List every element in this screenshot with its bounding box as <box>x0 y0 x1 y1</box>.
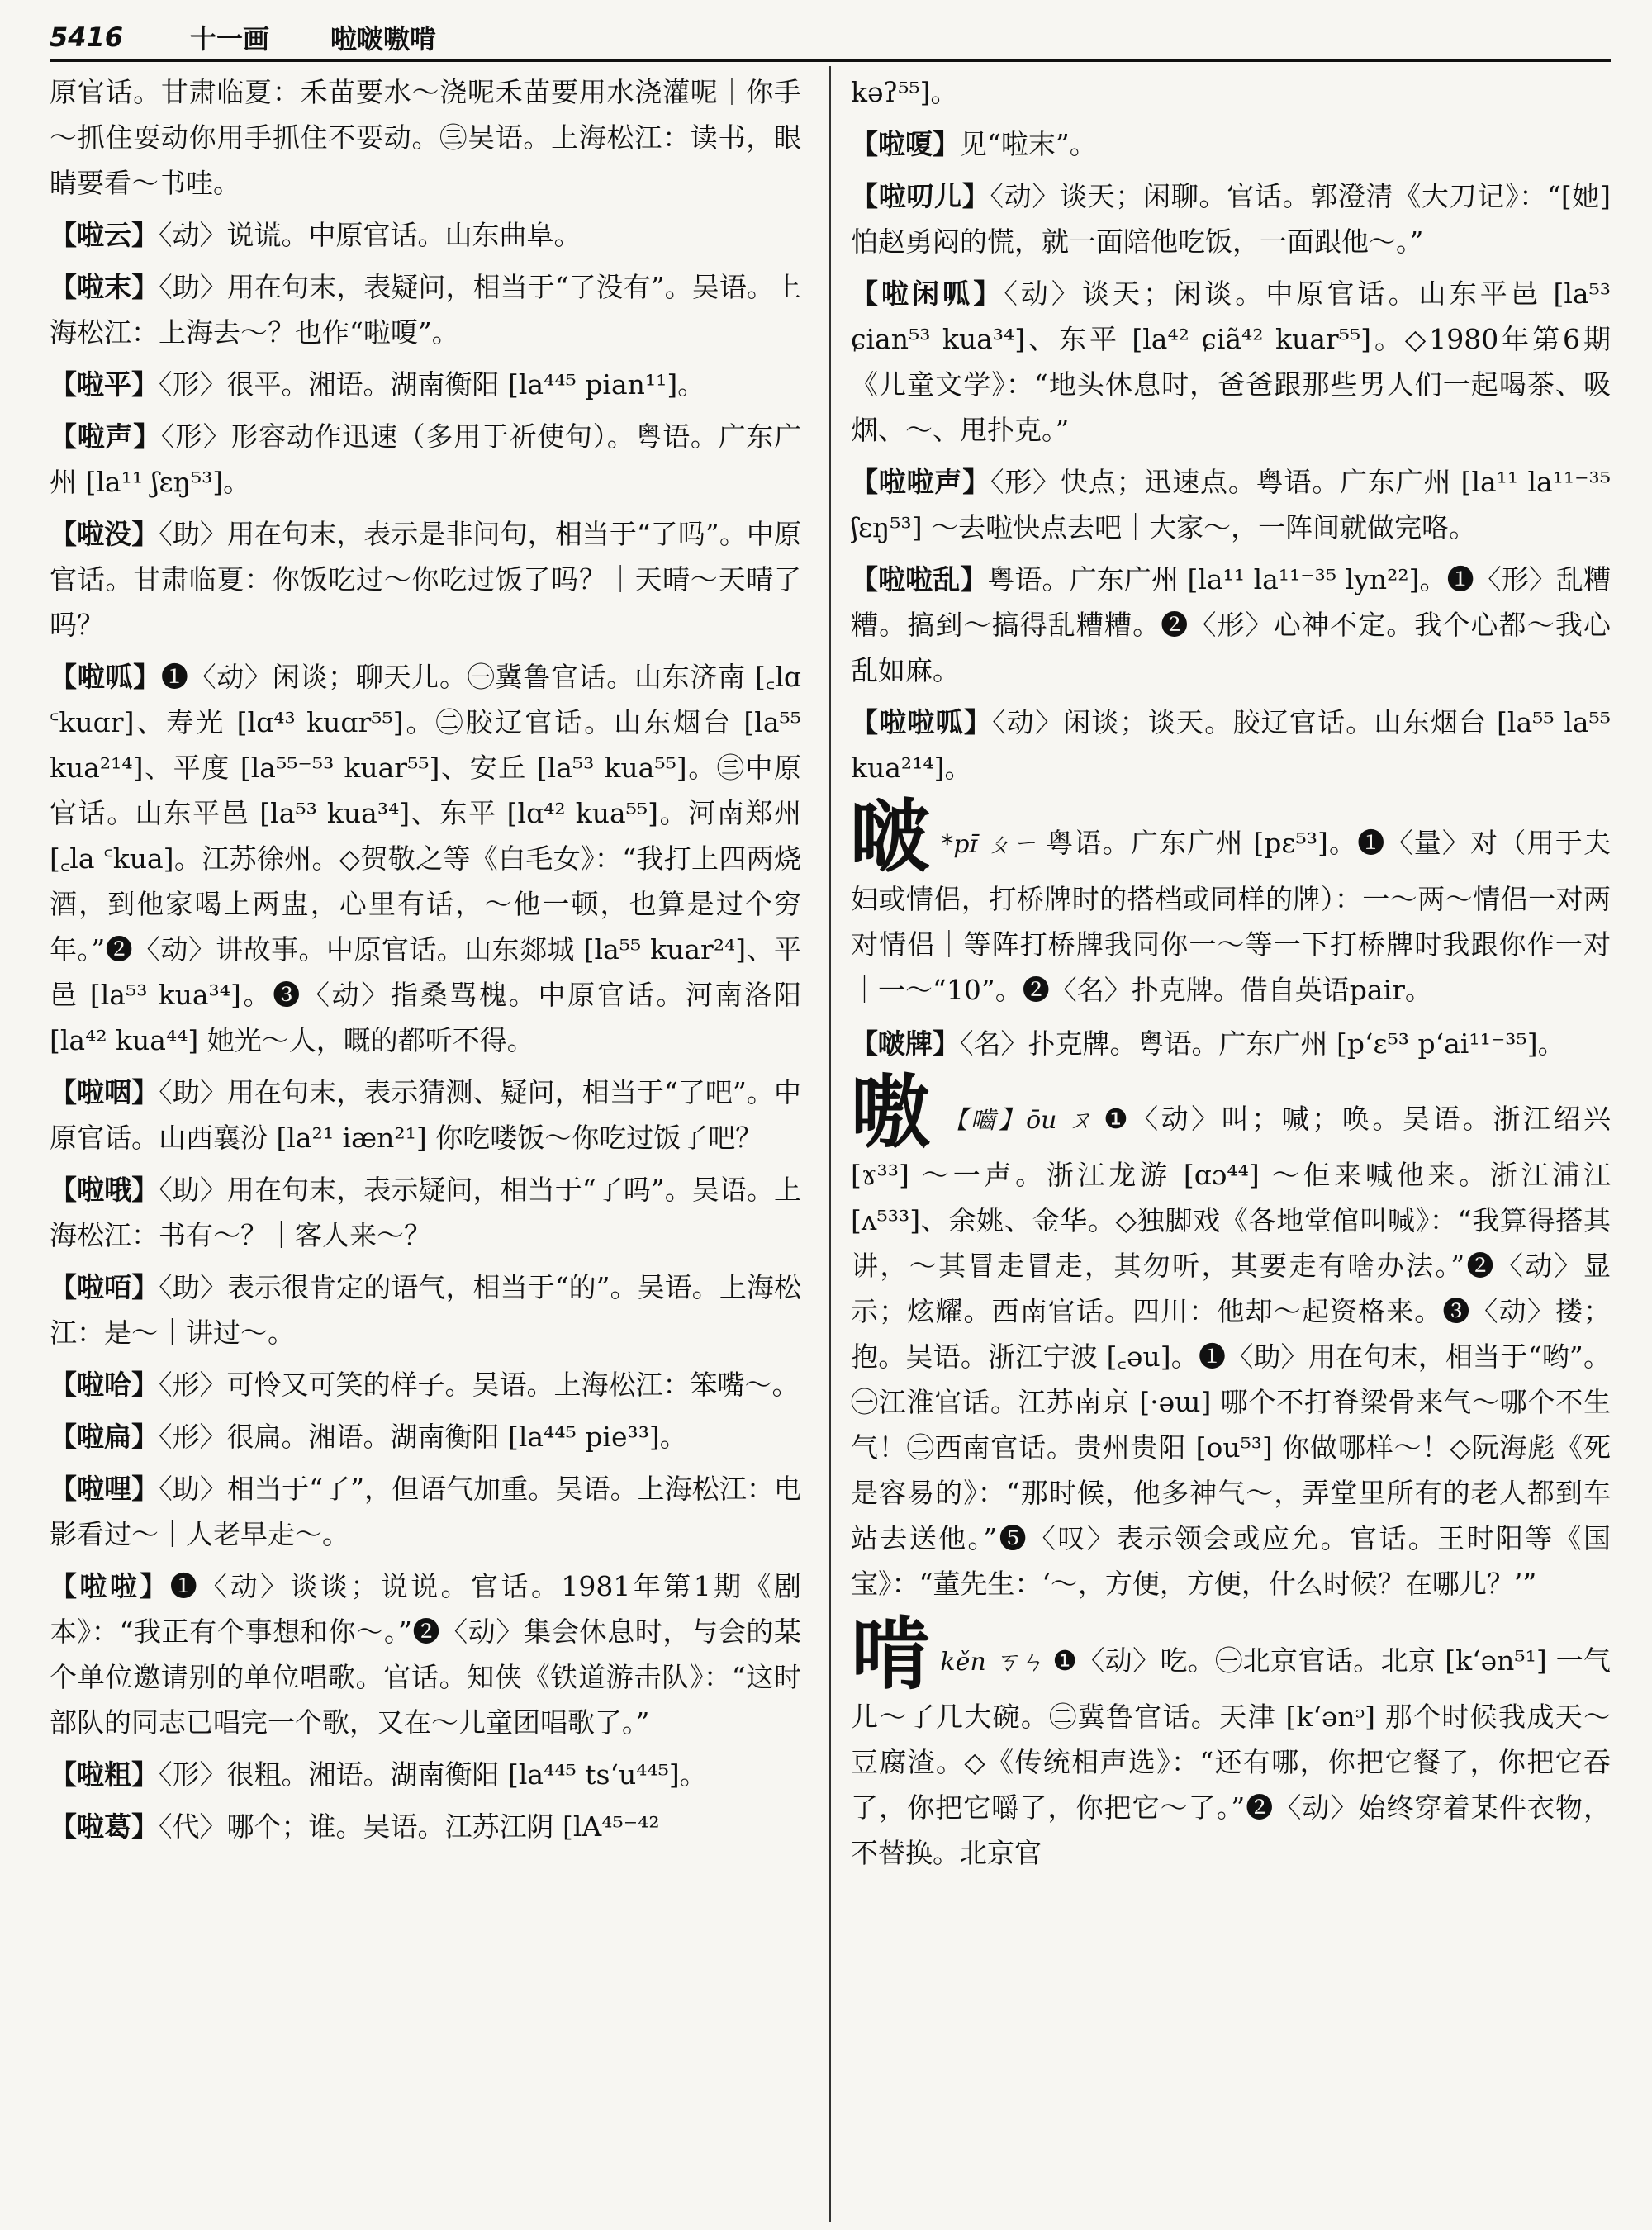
word-entry <box>50 1804 801 1849</box>
headword-pronunciation: *pɪ̄ ㄆㄧ <box>941 830 1038 859</box>
entry-definition: 〈动〉谈天；闲聊。官话。郭澄清《大刀记》：“[她]怕赵勇闷的慌，就一面陪他吃饭，一面跟他～。” <box>851 180 1611 258</box>
entry-headword: 【啦葛】 <box>50 1810 159 1843</box>
continued-entry <box>50 69 801 206</box>
headword-character: 嗷 <box>851 1065 933 1159</box>
left-column <box>50 69 801 2217</box>
header-characters: 啦啵嗷啃 <box>330 23 437 55</box>
entry-definition: 〈助〉表示很肯定的语气，相当于“的”。吴语。上海松江：是～｜讲过～。 <box>50 1271 801 1349</box>
entry-definition: ❶〈动〉吃。㊀北京官话。北京 [kʻən⁵¹] 一气儿～了几大碗。㊁冀鲁官话。天津 [kʻənᵓ] 那个时候我成天～豆腐渣。◇《传统相声选》：“还有哪，你把它餐了，你把它吞了，你把它嚼了，你把它～了。”❷〈动〉始终穿着某件衣物，不替换。北京官 <box>851 1644 1611 1869</box>
character-entry <box>851 1065 1611 1606</box>
entry-definition: kəʔ⁵⁵]。 <box>851 76 958 108</box>
entry-headword: 【啦云】 <box>50 219 159 251</box>
entry-definition: 〈助〉用在句末，表示是非问句，相当于“了吗”。中原官话。甘肃临夏：你饭吃过～你吃过饭了吗？｜天晴～天晴了吗？ <box>50 518 801 641</box>
entry-headword: 【啦嗄】 <box>851 128 960 160</box>
word-entry <box>50 1752 801 1797</box>
entry-definition: 〈代〉哪个；谁。吴语。江苏江阴 [lA⁴⁵⁻⁴² <box>159 1810 660 1843</box>
entry-headword: 【啦叨儿】 <box>851 180 990 212</box>
entry-headword: 【啦哈】 <box>50 1369 159 1401</box>
entry-definition: 见“啦末”。 <box>960 128 1097 160</box>
word-entry <box>50 1167 801 1258</box>
page-header <box>50 18 1611 56</box>
entry-definition: 〈形〉很粗。湘语。湖南衡阳 [la⁴⁴⁵ tsʻu⁴⁴⁵]。 <box>159 1758 707 1791</box>
page-number: 5416 <box>50 21 124 53</box>
entry-definition: ❶〈动〉叫；喊；唤。吴语。浙江绍兴 [ɤ³³] ～一声。浙江龙游 [ɑɔ⁴⁴] ～佢来喊他来。浙江浦江 [ʌ⁵³³]、余姚、金华。◇独脚戏《各地堂倌叫喊》：“我算得搭其讲，～其冒走冒走，其勿听，其要走有啥办法。”❷〈动〉显示；炫耀。西南官话。四川：他却～起资格来。❸〈动〉搂；抱。吴语。浙江宁波 [꜀əu]。❶〈助〉用在句末，相当于“哟”。㊀江淮官话。江苏南京 [·əɯ] 哪个不打脊梁骨来气～哪个不生气！㊁西南官话。贵州贵阳 [ou⁵³] 你做哪样～！◇阮海彪《死是容易的》：“那时候，他多神气～，弄堂里所有的老人都到车站去送他。”❺〈叹〉表示领会或应允。官话。王时阳等《国宝》：“董先生：‘～，方便，方便，什么时候？在哪儿？’” <box>851 1103 1611 1600</box>
entry-definition: 〈助〉用在句末，表示猜测、疑问，相当于“了吧”。中原官话。山西襄汾 [la²¹ iæn²¹] 你吃喽饭～你吃过饭了吧？ <box>50 1076 801 1154</box>
character-entry <box>851 790 1611 1013</box>
stroke-section: 十一画 <box>190 23 270 55</box>
entry-headword: 【啵牌】 <box>851 1027 960 1060</box>
entry-definition: 粤语。广东广州 [la¹¹ la¹¹⁻³⁵ lyn²²]。❶〈形〉乱糟糟。搞到～搞得乱糟糟。❷〈形〉心神不定。我个心都～我心乱如麻。 <box>851 563 1611 686</box>
right-column <box>851 69 1611 2217</box>
headword-pronunciation: 【嚙】ōu ㄡ <box>942 1106 1096 1135</box>
word-entry <box>50 414 801 505</box>
word-entry <box>50 1264 801 1355</box>
word-entry <box>50 264 801 355</box>
word-entry <box>50 1070 801 1160</box>
headword-character: 啵 <box>851 790 932 883</box>
entry-definition: 〈形〉快点；迅速点。粤语。广东广州 [la¹¹ la¹¹⁻³⁵ ʃɛŋ⁵³] ～去啦快点去吧｜大家～，一阵间就做完咯。 <box>851 466 1611 543</box>
entry-headword: 【啦啦声】 <box>851 466 991 498</box>
entry-definition: 粤语。广东广州 [pɛ⁵³]。❶〈量〉对（用于夫妇或情侣，打桥牌时的搭档或同样的牌）：一～两～情侣一对两对情侣｜等阵打桥牌我同你一～等一下打桥牌时我跟你作一对｜一～“10”。❷〈名〉扑克牌。借自英语pair。 <box>851 827 1611 1006</box>
word-entry <box>50 1414 801 1459</box>
entry-headword: 【啦咟】 <box>50 1271 159 1303</box>
entry-headword: 【啦咽】 <box>50 1076 159 1108</box>
headword-character: 啃 <box>851 1607 931 1701</box>
word-entry <box>851 700 1611 790</box>
entry-definition: 〈形〉很平。湘语。湖南衡阳 [la⁴⁴⁵ pian¹¹]。 <box>159 368 705 401</box>
header-rule <box>50 59 1611 62</box>
word-entry <box>50 654 801 1063</box>
word-entry <box>851 1021 1611 1066</box>
entry-headword: 【啦平】 <box>50 368 159 401</box>
entry-headword: 【啦啦】 <box>50 1570 170 1602</box>
word-entry <box>851 121 1611 167</box>
entry-headword: 【啦扁】 <box>50 1421 159 1453</box>
entry-headword: 【啦呱】 <box>50 661 161 693</box>
headword-pronunciation: kěn ㄎㄣ <box>940 1648 1045 1677</box>
continued-entry <box>851 69 1611 115</box>
word-entry <box>50 1362 801 1407</box>
entry-headword: 【啦哩】 <box>50 1473 159 1505</box>
entry-headword: 【啦啦乱】 <box>851 563 988 595</box>
character-entry <box>851 1607 1611 1876</box>
entry-definition: 〈形〉形容动作迅速（多用于祈使句）。粤语。广东广州 [la¹¹ ʃɛŋ⁵³]。 <box>50 420 801 498</box>
word-entry <box>851 459 1611 550</box>
entry-definition: 〈形〉可怜又可笑的样子。吴语。上海松江：笨嘴～。 <box>159 1369 800 1401</box>
entry-headword: 【啦闲呱】 <box>851 278 1004 310</box>
entry-definition: 〈动〉闲谈；谈天。胶辽官话。山东烟台 [la⁵⁵ la⁵⁵ kua²¹⁴]。 <box>851 706 1611 784</box>
word-entry <box>50 511 801 648</box>
column-divider <box>829 66 831 2222</box>
word-entry <box>851 271 1611 453</box>
entry-definition: ❶〈动〉谈谈；说说。官话。1981年第1期《剧本》：“我正有个事想和你～。”❷〈动〉集会休息时，与会的某个单位邀请别的单位唱歌。官话。知侠《铁道游击队》：“这时部队的同志已唱完一个歌，又在～儿童团唱歌了。” <box>50 1570 801 1739</box>
word-entry <box>50 1563 801 1745</box>
entry-definition: ❶〈动〉闲谈；聊天儿。㊀冀鲁官话。山东济南 [꜀lɑ ꜂kuɑr]、寿光 [lɑ⁴³ kuɑr⁵⁵]。㊁胶辽官话。山东烟台 [la⁵⁵ kua²¹⁴]、平度 [la⁵⁵⁻⁵³ kuar⁵⁵]、安丘 [la⁵³ kua⁵⁵]。㊂中原官话。山东平邑 [la⁵³ kua³⁴]、东平 [lɑ⁴² kua⁵⁵]。河南郑州 [꜀la ꜂kua]。江苏徐州。◇贺敬之等《白毛女》：“我打上四两烧酒，到他家喝上两盅，心里有话，～他一顿，也算是过个穷年。”❷〈动〉讲故事。中原官话。山东郯城 [la⁵⁵ kuar²⁴]、平邑 [la⁵³ kua³⁴]。❸〈动〉指桑骂槐。中原官话。河南洛阳 [la⁴² kua⁴⁴] 她光～人，嘅的都听不得。 <box>50 661 801 1056</box>
word-entry <box>851 173 1611 264</box>
entry-definition: 原官话。甘肃临夏：禾苗要水～浇呢禾苗要用水浇灌呢｜你手～抓住耍动你用手抓住不要动。㊂吴语。上海松江：读书，眼睛要看～书哇。 <box>50 76 801 199</box>
entry-headword: 【啦粗】 <box>50 1758 159 1791</box>
entry-definition: 〈助〉用在句末，表疑问，相当于“了没有”。吴语。上海松江：上海去～？也作“啦嗄”。 <box>50 271 801 349</box>
entry-definition: 〈动〉说谎。中原官话。山东曲阜。 <box>159 219 582 251</box>
word-entry <box>851 557 1611 693</box>
entry-headword: 【啦声】 <box>50 420 161 453</box>
entry-definition: 〈形〉很扁。湘语。湖南衡阳 [la⁴⁴⁵ pie³³]。 <box>159 1421 687 1453</box>
entry-headword: 【啦哦】 <box>50 1174 159 1206</box>
entry-headword: 【啦啦呱】 <box>851 706 993 738</box>
entry-headword: 【啦末】 <box>50 271 159 303</box>
word-entry <box>50 1466 801 1557</box>
entry-definition: 〈名〉扑克牌。粤语。广东广州 [pʻɛ⁵³ pʻai¹¹⁻³⁵]。 <box>960 1027 1565 1060</box>
entry-definition: 〈助〉相当于“了”，但语气加重。吴语。上海松江：电影看过～｜人老早走～。 <box>50 1473 801 1550</box>
entry-definition: 〈动〉谈天；闲谈。中原官话。山东平邑 [la⁵³ ɕian⁵³ kua³⁴]、东平 [la⁴² ɕiã⁴² kuar⁵⁵]。◇1980年第6期《儿童文学》：“地头休息时，爸爸跟那些男人们一起喝茶、吸烟、～、甩扑克。” <box>851 278 1611 446</box>
word-entry <box>50 362 801 407</box>
word-entry <box>50 212 801 258</box>
entry-definition: 〈助〉用在句末，表示疑问，相当于“了吗”。吴语。上海松江：书有～？｜客人来～？ <box>50 1174 801 1251</box>
entry-headword: 【啦没】 <box>50 518 159 550</box>
